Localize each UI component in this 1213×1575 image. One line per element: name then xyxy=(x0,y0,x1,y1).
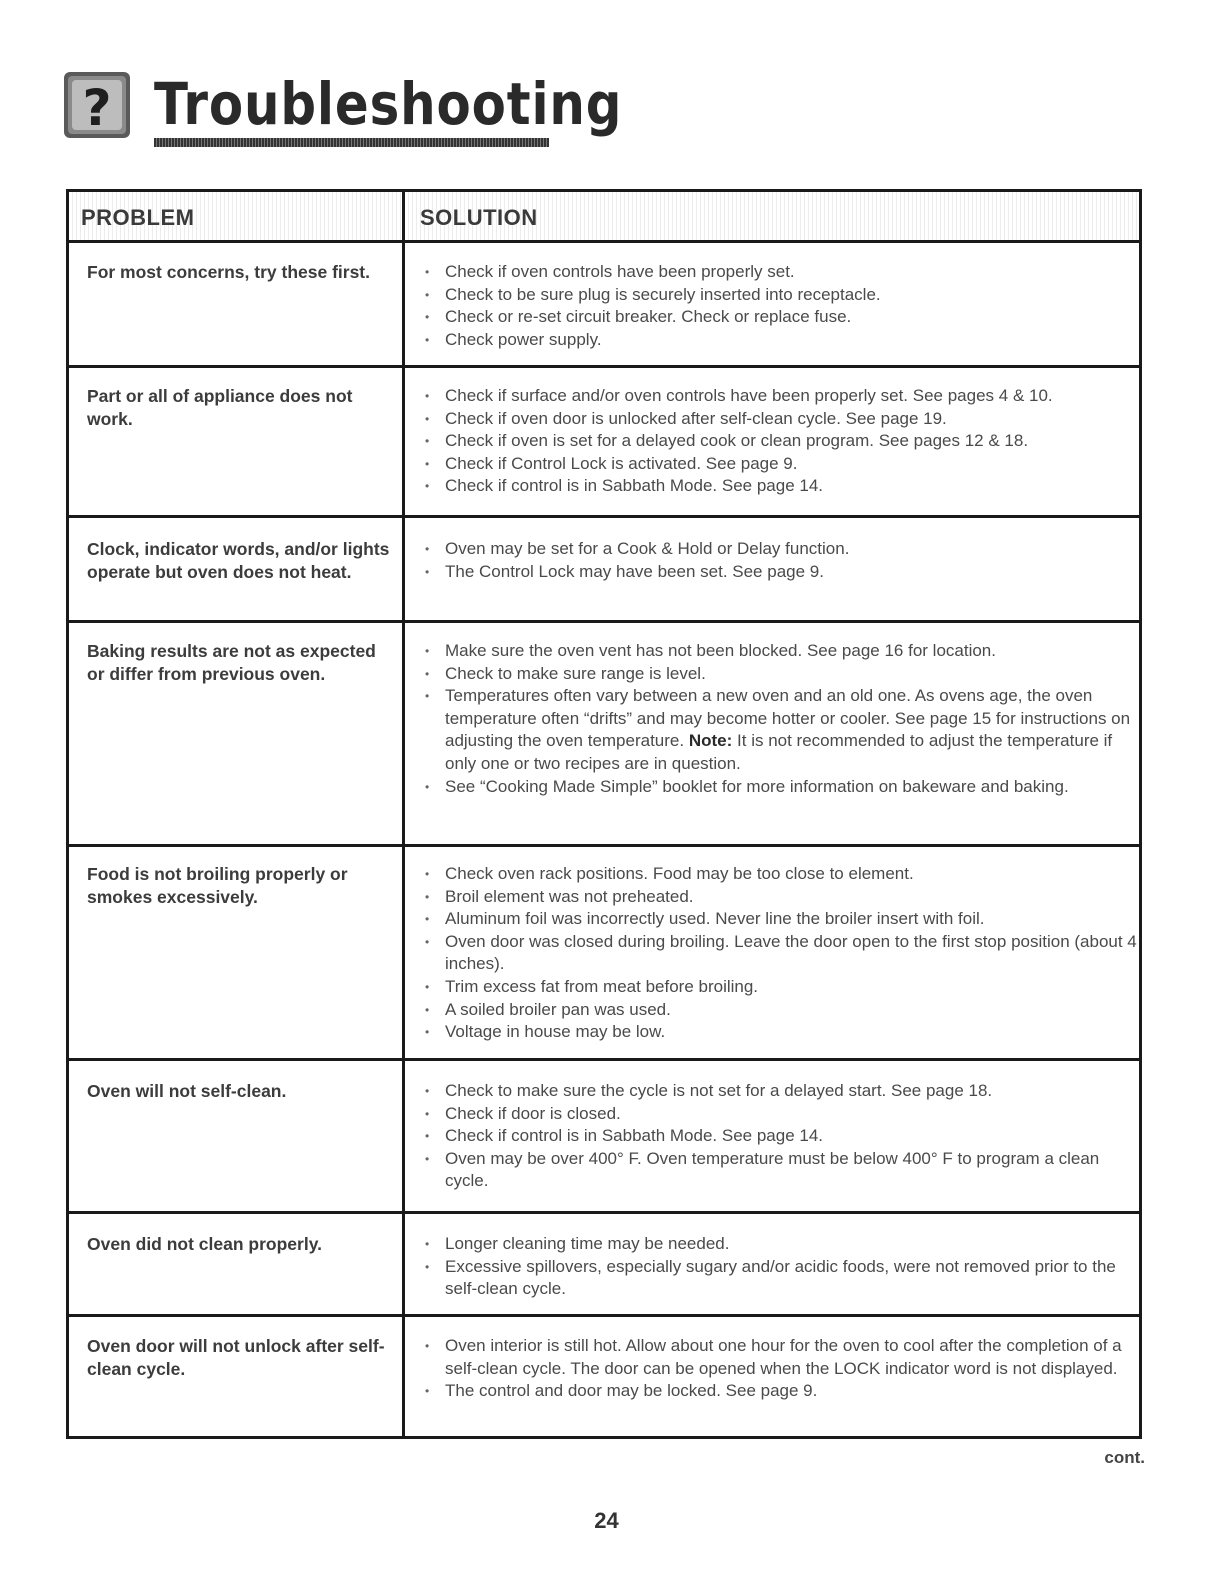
table-row xyxy=(69,623,1139,844)
page-header xyxy=(62,58,623,148)
title-underline xyxy=(154,138,549,147)
problem-text: Baking results are not as expected or differ from previous oven. xyxy=(87,641,376,684)
problem-text: For most concerns, try these first. xyxy=(87,262,370,282)
solution-item: • Check if oven is set for a delayed cook or clean program. See pages 12 & 18. xyxy=(421,430,1141,453)
solution-item: • The Control Lock may have been set. See page 9. xyxy=(421,561,1141,584)
solution-item: • See “Cooking Made Simple” booklet for more information on bakeware and baking. xyxy=(421,776,1141,799)
solution-item: • Check if control is in Sabbath Mode. See page 14. xyxy=(421,1125,1141,1148)
table-row xyxy=(69,847,1139,1058)
solution-list xyxy=(421,385,1141,498)
table-row xyxy=(69,243,1139,365)
solution-list xyxy=(421,640,1141,798)
solution-item: • Aluminum foil was incorrectly used. Never line the broiler insert with foil. xyxy=(421,908,1141,931)
solution-item: • Check to be sure plug is securely inserted into receptacle. xyxy=(421,284,1141,307)
note-label: Note: xyxy=(688,731,733,751)
solution-item: • Oven may be set for a Cook & Hold or Delay function. xyxy=(421,538,1141,561)
table-row xyxy=(69,1061,1139,1211)
page-title: Troubleshooting xyxy=(154,70,623,138)
solution-item: • Check power supply. xyxy=(421,329,1141,352)
solution-list xyxy=(421,261,1141,351)
solution-list xyxy=(421,1080,1141,1193)
solution-item: • Longer cleaning time may be needed. xyxy=(421,1233,1141,1256)
problem-text: Oven did not clean properly. xyxy=(87,1234,322,1254)
solution-list xyxy=(421,1233,1141,1301)
solution-list xyxy=(421,538,1141,583)
solution-item: • Check if oven door is unlocked after self-clean cycle. See page 19. xyxy=(421,408,1141,431)
solution-item: • Oven may be over 400° F. Oven temperature must be below 400° F to program a clean cycle. xyxy=(421,1148,1141,1193)
solution-item: • Check to make sure range is level. xyxy=(421,663,1141,686)
solution-item: • Check if surface and/or oven controls have been properly set. See pages 4 & 10. xyxy=(421,385,1141,408)
problem-text: Oven will not self-clean. xyxy=(87,1081,287,1101)
table-row xyxy=(69,1317,1139,1436)
solution-item: • Oven door was closed during broiling. Leave the door open to the first stop position (about 4 inches). xyxy=(421,931,1141,976)
table-row xyxy=(69,518,1139,620)
solution-item: • Check or re-set circuit breaker. Check or replace fuse. xyxy=(421,306,1141,329)
table-row xyxy=(69,1214,1139,1314)
solution-column-header: SOLUTION xyxy=(420,205,538,230)
problem-column-header: PROBLEM xyxy=(81,205,195,230)
solution-item: • Excessive spillovers, especially sugary and/or acidic foods, were not removed prior to the self-clean cycle. xyxy=(421,1256,1141,1301)
table-header xyxy=(69,192,1139,243)
question-mark-icon xyxy=(62,70,132,140)
solution-text: Temperatures often vary between a new oven and an old one. As ovens age, the oven temperature often “drifts” and may become hotter or cooler. See page 15 for instructions on adjusting the oven temperature. xyxy=(445,686,1131,751)
solution-item: • Check oven rack positions. Food may be too close to element. xyxy=(421,863,1141,886)
solution-item: • Voltage in house may be low. xyxy=(421,1021,1141,1044)
solution-item: • Oven interior is still hot. Allow about one hour for the oven to cool after the completion of a self-clean cycle. The door can be opened when the LOCK indicator word is not displayed. xyxy=(421,1335,1141,1380)
solution-item: • Check if control is in Sabbath Mode. See page 14. xyxy=(421,475,1141,498)
problem-text: Oven door will not unlock after self-clean cycle. xyxy=(87,1336,385,1379)
solution-item: • The control and door may be locked. See page 9. xyxy=(421,1380,1141,1403)
troubleshooting-table xyxy=(66,189,1142,1439)
solution-item: • Check if oven controls have been properly set. xyxy=(421,261,1141,284)
problem-text: Clock, indicator words, and/or lights operate but oven does not heat. xyxy=(87,539,390,582)
solution-item: • Check if Control Lock is activated. See page 9. xyxy=(421,453,1141,476)
page-number: 24 xyxy=(594,1508,619,1533)
note-text: It is not recommended to adjust the temperature if only one or two recipes are in question. xyxy=(445,731,1113,773)
solution-item: • Make sure the oven vent has not been blocked. See page 16 for location. xyxy=(421,640,1141,663)
problem-text: Part or all of appliance does not work. xyxy=(87,386,353,429)
problem-text: Food is not broiling properly or smokes excessively. xyxy=(87,864,348,907)
solution-item xyxy=(421,685,1141,775)
solution-item: • Broil element was not preheated. xyxy=(421,886,1141,909)
solution-list xyxy=(421,1335,1141,1403)
solution-item: • Check to make sure the cycle is not set for a delayed start. See page 18. xyxy=(421,1080,1141,1103)
continued-label: cont. xyxy=(1104,1448,1145,1467)
solution-item: • Trim excess fat from meat before broiling. xyxy=(421,976,1141,999)
svg-text:?: ? xyxy=(82,79,112,137)
table-row xyxy=(69,368,1139,515)
solution-list xyxy=(421,863,1141,1044)
solution-item: • A soiled broiler pan was used. xyxy=(421,999,1141,1022)
solution-item: • Check if door is closed. xyxy=(421,1103,1141,1126)
